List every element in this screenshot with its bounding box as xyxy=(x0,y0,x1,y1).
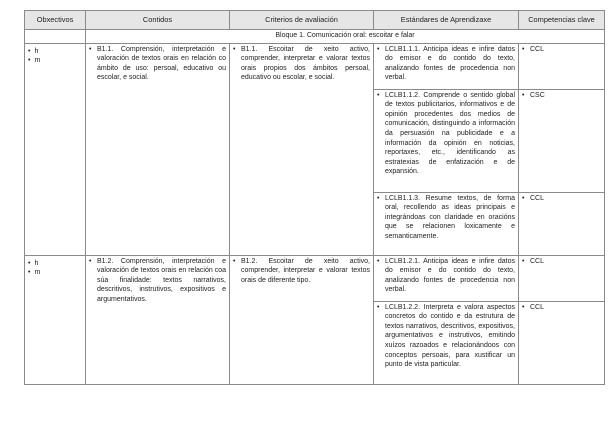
criterion-text: B1.2. Escoitar de xeito activo, comprender, interpretar e valorar textos orais de diferente tipo. xyxy=(241,257,370,284)
competence-text: CCL xyxy=(530,194,545,202)
criterion-cell xyxy=(230,255,374,384)
objective-item: • m xyxy=(28,57,41,65)
objective-item: • h xyxy=(28,259,39,267)
bullet: • xyxy=(28,259,31,267)
standard-text: LCLB1.2.2. Interpreta e valora aspectos concretos do contido e da estrutura de textos narrativos, descritivos, expositivos, argumentativos e instrutivos, emitindo xuízos razoados e relacionándoos con conceptos persoais, para xustificar un punto de vista particular. xyxy=(385,303,515,369)
standard-text: LCLB1.2.1. Anticipa ideas e infire datos do emisor e do contido do texto, analizando fontes de procedencia non verbal. xyxy=(385,257,515,294)
criterion-text: B1.1. Escoitar de xeito activo, comprender, interpretar e valorar textos orais propios dos ámbitos persoal, educativo ou escolar, e social. xyxy=(241,45,370,82)
competence-text: CCL xyxy=(530,45,545,53)
bullet: • xyxy=(28,269,31,277)
bullet: • xyxy=(28,57,31,65)
standard-text: LCLB1.1.1. Anticipa ideas e infire datos do emisor e do contido do texto, analizando fontes de procedencia non verbal. xyxy=(385,45,515,82)
competence-text: CCL xyxy=(530,303,545,311)
content-text: B1.2. Comprensión, interpretación e valoración de textos orais en relación coa súa finalidade: textos narrativos, descritivos, instrutivos, expositivos e argumentativos. xyxy=(97,257,226,303)
curriculum-table xyxy=(24,10,605,385)
bullet: • xyxy=(522,45,525,53)
competence-cell xyxy=(519,255,605,301)
block-row xyxy=(25,30,605,44)
criterion-cell xyxy=(230,43,374,255)
objectives-cell xyxy=(25,255,86,384)
bullet: • xyxy=(89,257,92,265)
bullet: • xyxy=(377,91,380,99)
objective-item: • m xyxy=(28,269,41,277)
bullet: • xyxy=(28,47,31,55)
block-title: Bloque 1. Comunicación oral: escoitar e falar xyxy=(86,30,605,44)
bullet: • xyxy=(377,257,380,265)
competence-cell xyxy=(519,301,605,384)
bullet: • xyxy=(377,303,380,311)
header-contents: Contidos xyxy=(86,11,230,30)
bullet: • xyxy=(377,45,380,53)
standard-text: LCLB1.1.3. Resume textos, de forma oral, recollendo as ideas principais e integrándoas con claridade en oracións que se relacionen loxicamente e semanticamente. xyxy=(385,194,515,240)
content-cell xyxy=(86,255,230,384)
objectives-cell xyxy=(25,43,86,255)
competence-text: CSC xyxy=(530,91,545,99)
content-text: B1.1. Comprensión, interpretación e valoración de textos orais en relación co ámbito de uso: persoal, educativo ou escolar, e social. xyxy=(97,45,226,82)
bullet: • xyxy=(377,194,380,202)
bullet: • xyxy=(233,257,236,265)
standard-text: LCLB1.1.2. Comprende o sentido global de textos publicitarios, informativos e de opinión procedentes dos medios de comunicación, distinguindo a información da persuasión na publicidade e a información da opinión en noticias, reportaxes, etc., identificando as estratexias de enfatización e de expansión. xyxy=(385,91,515,176)
competence-cell xyxy=(519,192,605,255)
bullet: • xyxy=(89,45,92,53)
table-row xyxy=(25,43,605,89)
bullet: • xyxy=(522,91,525,99)
bullet: • xyxy=(522,257,525,265)
standard-cell xyxy=(374,89,519,192)
table-row xyxy=(25,255,605,301)
standard-cell xyxy=(374,43,519,89)
standard-cell xyxy=(374,301,519,384)
empty-cell xyxy=(25,30,86,44)
header-criteria: Criterios de avaliación xyxy=(230,11,374,30)
header-competences: Competencias clave xyxy=(519,11,605,30)
competence-text: CCL xyxy=(530,257,545,265)
bullet: • xyxy=(522,194,525,202)
header-standards: Estándares de Aprendizaxe xyxy=(374,11,519,30)
bullet: • xyxy=(522,303,525,311)
objective-item: • h xyxy=(28,47,39,55)
bullet: • xyxy=(233,45,236,53)
header-row xyxy=(25,11,605,30)
header-objectives: Obxectivos xyxy=(25,11,86,30)
standard-cell xyxy=(374,192,519,255)
competence-cell xyxy=(519,43,605,89)
competence-cell xyxy=(519,89,605,192)
content-cell xyxy=(86,43,230,255)
standard-cell xyxy=(374,255,519,301)
